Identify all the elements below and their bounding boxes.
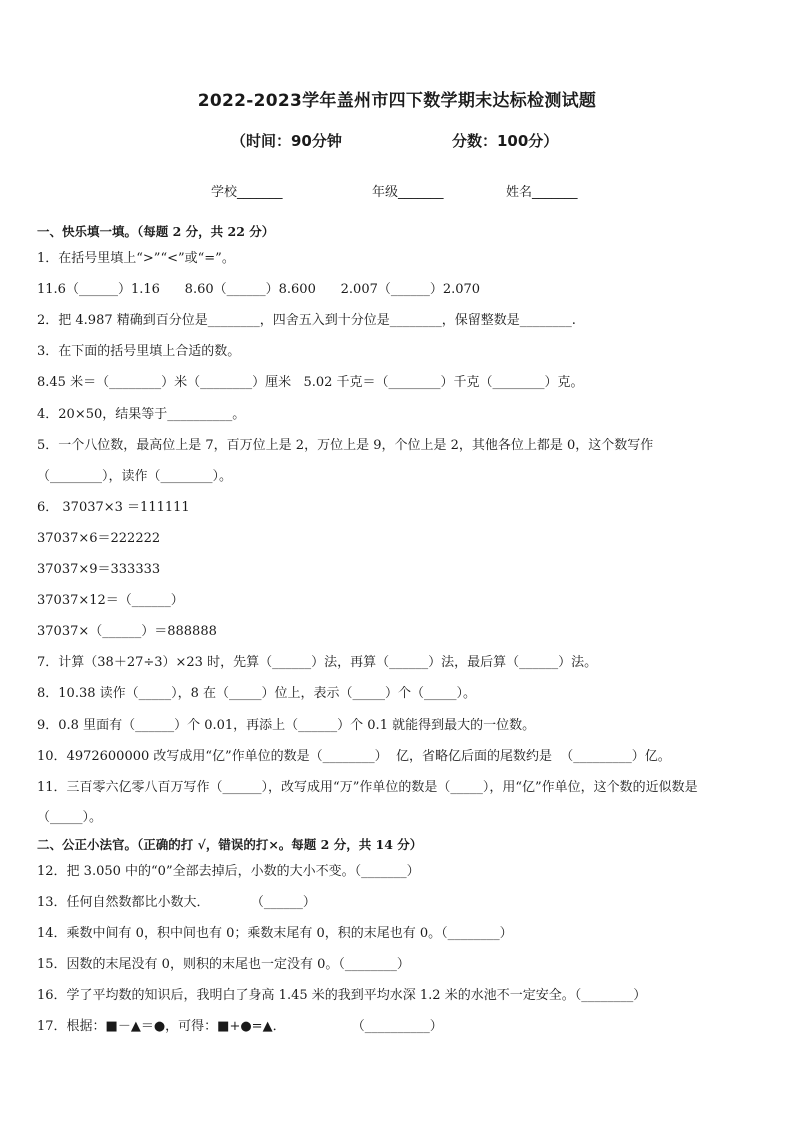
question-3: 3．在下面的括号里填上合适的数。 [37, 344, 241, 359]
question-6-line-2: 37037×6＝222222 [37, 531, 161, 546]
exam-time: （时间：90分钟 [231, 132, 342, 150]
question-17: 17．根据：■－▲＝●，可得：■+●=▲． （__________） [37, 1019, 443, 1034]
question-12: 12．把 3.050 中的“0”全部去掉后，小数的大小不变。（_______） [37, 864, 420, 879]
question-3-items: 8.45 米＝（________）米（________）厘米 5.02 千克＝（________）千克（________）克。 [37, 375, 584, 390]
question-10: 10．4972600000 改写成用“亿”作单位的数是（________） 亿，省略亿后面的尾数约是 （_________）亿。 [37, 749, 671, 764]
question-15: 15．因数的末尾没有 0，则积的末尾也一定没有 0。（________） [37, 957, 410, 972]
question-7: 7．计算（38＋27÷3）×23 时，先算（______）法，再算（______）法，最后算（______）法。 [37, 655, 598, 670]
question-6-line-3: 37037×9＝333333 [37, 562, 161, 577]
question-13: 13．任何自然数都比小数大． （______） [37, 895, 316, 910]
question-4: 4．20×50，结果等于__________。 [37, 407, 246, 422]
exam-score: 分数：100分） [452, 132, 559, 150]
exam-title: 2022-2023学年盖州市四下数学期末达标检测试题 [197, 91, 597, 111]
section-heading-1: 一、快乐填一填。（每题 2 分，共 22 分） [37, 224, 275, 239]
question-1: 1．在括号里填上“>”“<”或“=”。 [37, 251, 235, 266]
grade-field: 年级_______ [372, 185, 444, 200]
question-8: 8．10.38 读作（_____），8 在（_____）位上，表示（_____）个（_____）。 [37, 686, 477, 701]
question-2: 2．把 4.987 精确到百分位是________，四舍五入到十分位是________，保留整数是________. [37, 313, 576, 328]
question-1-items: 11.6（______）1.16 8.60（______）8.600 2.007（______）2.070 [37, 282, 481, 297]
question-6: 6． 37037×3 ＝111111 [37, 500, 190, 515]
question-9: 9．0.8 里面有（______）个 0.01，再添上（______）个 0.1 就能得到最大的一位数。 [37, 718, 536, 733]
name-field: 姓名_______ [506, 185, 578, 200]
question-11: 11．三百零六亿零八百万写作（______），改写成用“万”作单位的数是（_____），用“亿”作单位，这个数的近似数是 [37, 780, 698, 795]
question-16: 16．学了平均数的知识后，我明白了身高 1.45 米的我到平均水深 1.2 米的水池不一定安全。（________） [37, 988, 647, 1003]
question-11-cont: （_____）。 [37, 810, 103, 825]
question-5-cont: （________），读作（________）。 [37, 469, 233, 484]
school-field: 学校_______ [211, 185, 283, 200]
question-6-line-5: 37037×（______）＝888888 [37, 624, 217, 639]
question-5: 5．一个八位数，最高位上是 7，百万位上是 2，万位上是 9，个位上是 2，其他各位上都是 0，这个数写作 [37, 438, 654, 453]
question-6-line-4: 37037×12＝（______） [37, 593, 184, 608]
section-heading-2: 二、公正小法官。（正确的打 √，错误的打×。每题 2 分，共 14 分） [37, 837, 423, 852]
question-14: 14．乘数中间有 0，积中间也有 0；乘数末尾有 0，积的末尾也有 0。（________） [37, 926, 513, 941]
